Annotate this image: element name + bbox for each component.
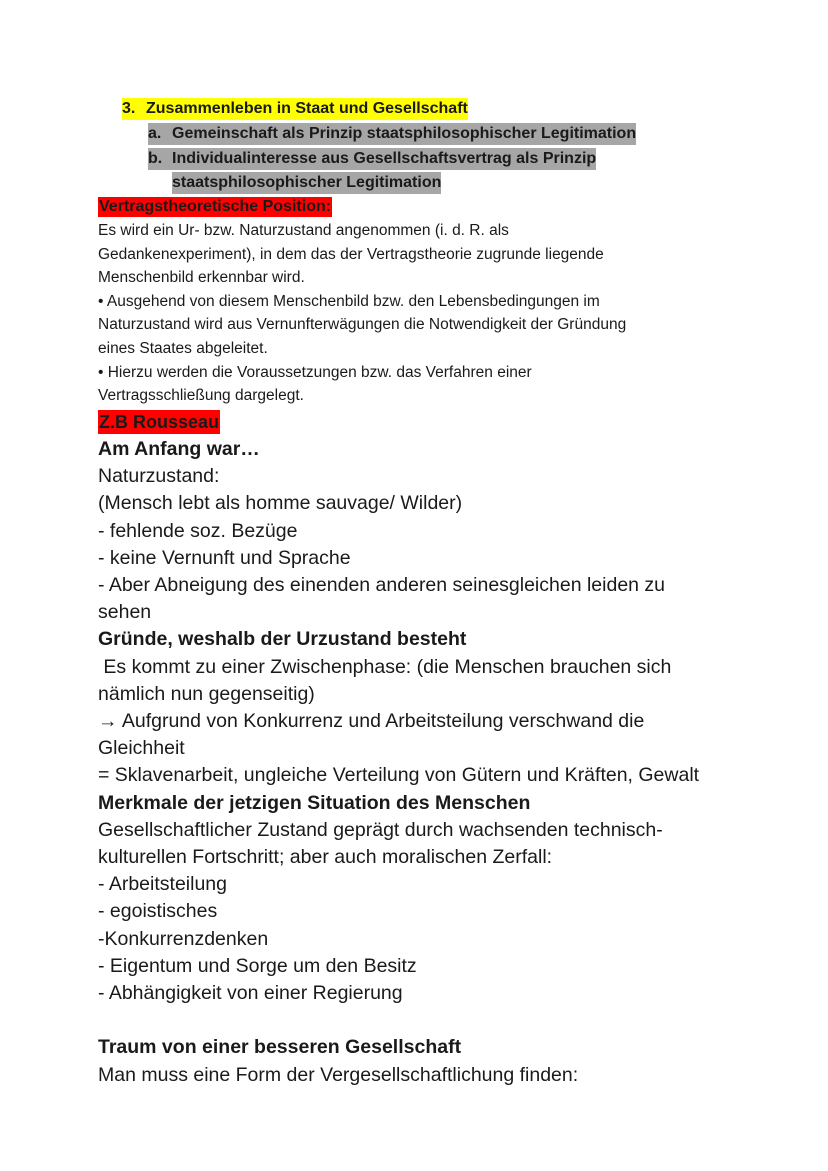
position-line: • Ausgehend von diesem Menschenbild bzw. den Lebensbedingungen im <box>98 292 600 310</box>
body-line: (Mensch lebt als homme sauvage/ Wilder) <box>98 492 463 515</box>
position-line: Naturzustand wird aus Vernunfterwägungen die Notwendigkeit der Gründung <box>98 316 627 334</box>
position-line: Gedankenexperiment), in dem das der Vertragstheorie zugrunde liegende <box>98 245 604 263</box>
position-line: Vertragsschließung dargelegt. <box>98 387 304 405</box>
outline-item-3-text: Zusammenleben in Staat und Gesellschaft <box>146 98 468 120</box>
section-heading: Merkmale der jetzigen Situation des Menschen <box>98 791 531 814</box>
position-label: Vertragstheoretische Position: <box>99 198 332 215</box>
body-line: → Aufgrund von Konkurrenz und Arbeitsteilung verschwand die <box>98 710 645 733</box>
body-line: Man muss eine Form der Vergesellschaftlichung finden: <box>98 1063 579 1086</box>
body-line: kulturellen Fortschritt; aber auch moralischen Zerfall: <box>98 846 553 869</box>
body-line: - fehlende soz. Bezüge <box>98 519 298 542</box>
body-line: - Arbeitsteilung <box>98 873 227 896</box>
body-line: - egoistisches <box>98 900 218 923</box>
body-line: Naturzustand: <box>98 465 220 488</box>
body-line: -Konkurrenzdenken <box>98 927 269 950</box>
body-line: - Aber Abneigung des einenden anderen seinesgleichen leiden zu <box>98 574 666 597</box>
body-line: - Abhängigkeit von einer Regierung <box>98 982 403 1005</box>
position-text <box>98 219 748 408</box>
body-line: nämlich nun gegenseitig) <box>98 682 315 705</box>
rousseau-body <box>98 436 798 1089</box>
outline-item-a-number: a. <box>148 123 172 145</box>
body-line: - Eigentum und Sorge um den Besitz <box>98 954 417 977</box>
outline-item-b-continued <box>172 172 441 194</box>
rousseau-label: Z.B Rousseau <box>99 412 220 432</box>
section-heading: Traum von einer besseren Gesellschaft <box>98 1036 462 1059</box>
body-line: - keine Vernunft und Sprache <box>98 546 351 569</box>
outline-item-a <box>148 123 636 145</box>
outline-item-3 <box>122 98 468 120</box>
body-line: Gleichheit <box>98 737 185 760</box>
outline-item-b-text-line1: Individualinteresse aus Gesellschaftsvertrag als Prinzip <box>172 148 596 170</box>
position-line: • Hierzu werden die Voraussetzungen bzw. das Verfahren einer <box>98 363 532 381</box>
body-line: = Sklavenarbeit, ungleiche Verteilung von Gütern und Kräften, Gewalt <box>98 764 700 787</box>
position-line: Es wird ein Ur- bzw. Naturzustand angenommen (i. d. R. als <box>98 222 509 239</box>
outline-item-a-text: Gemeinschaft als Prinzip staatsphilosophischer Legitimation <box>172 123 636 145</box>
body-line: Es kommt zu einer Zwischenphase: (die Menschen brauchen sich <box>98 655 672 678</box>
section-heading: Gründe, weshalb der Urzustand besteht <box>98 628 467 651</box>
body-line: Gesellschaftlicher Zustand geprägt durch wachsenden technisch- <box>98 818 663 841</box>
section-heading: Am Anfang war… <box>98 438 260 460</box>
position-line: eines Staates abgeleitet. <box>98 339 268 357</box>
outline-item-b-number: b. <box>148 148 172 170</box>
outline-item-b <box>148 148 596 170</box>
position-line: Menschenbild erkennbar wird. <box>98 269 305 287</box>
outline-item-3-number: 3. <box>122 98 146 120</box>
spacer <box>98 1007 798 1034</box>
outline-item-b-text-line2: staatsphilosophischer Legitimation <box>172 172 441 194</box>
body-line: sehen <box>98 601 152 624</box>
